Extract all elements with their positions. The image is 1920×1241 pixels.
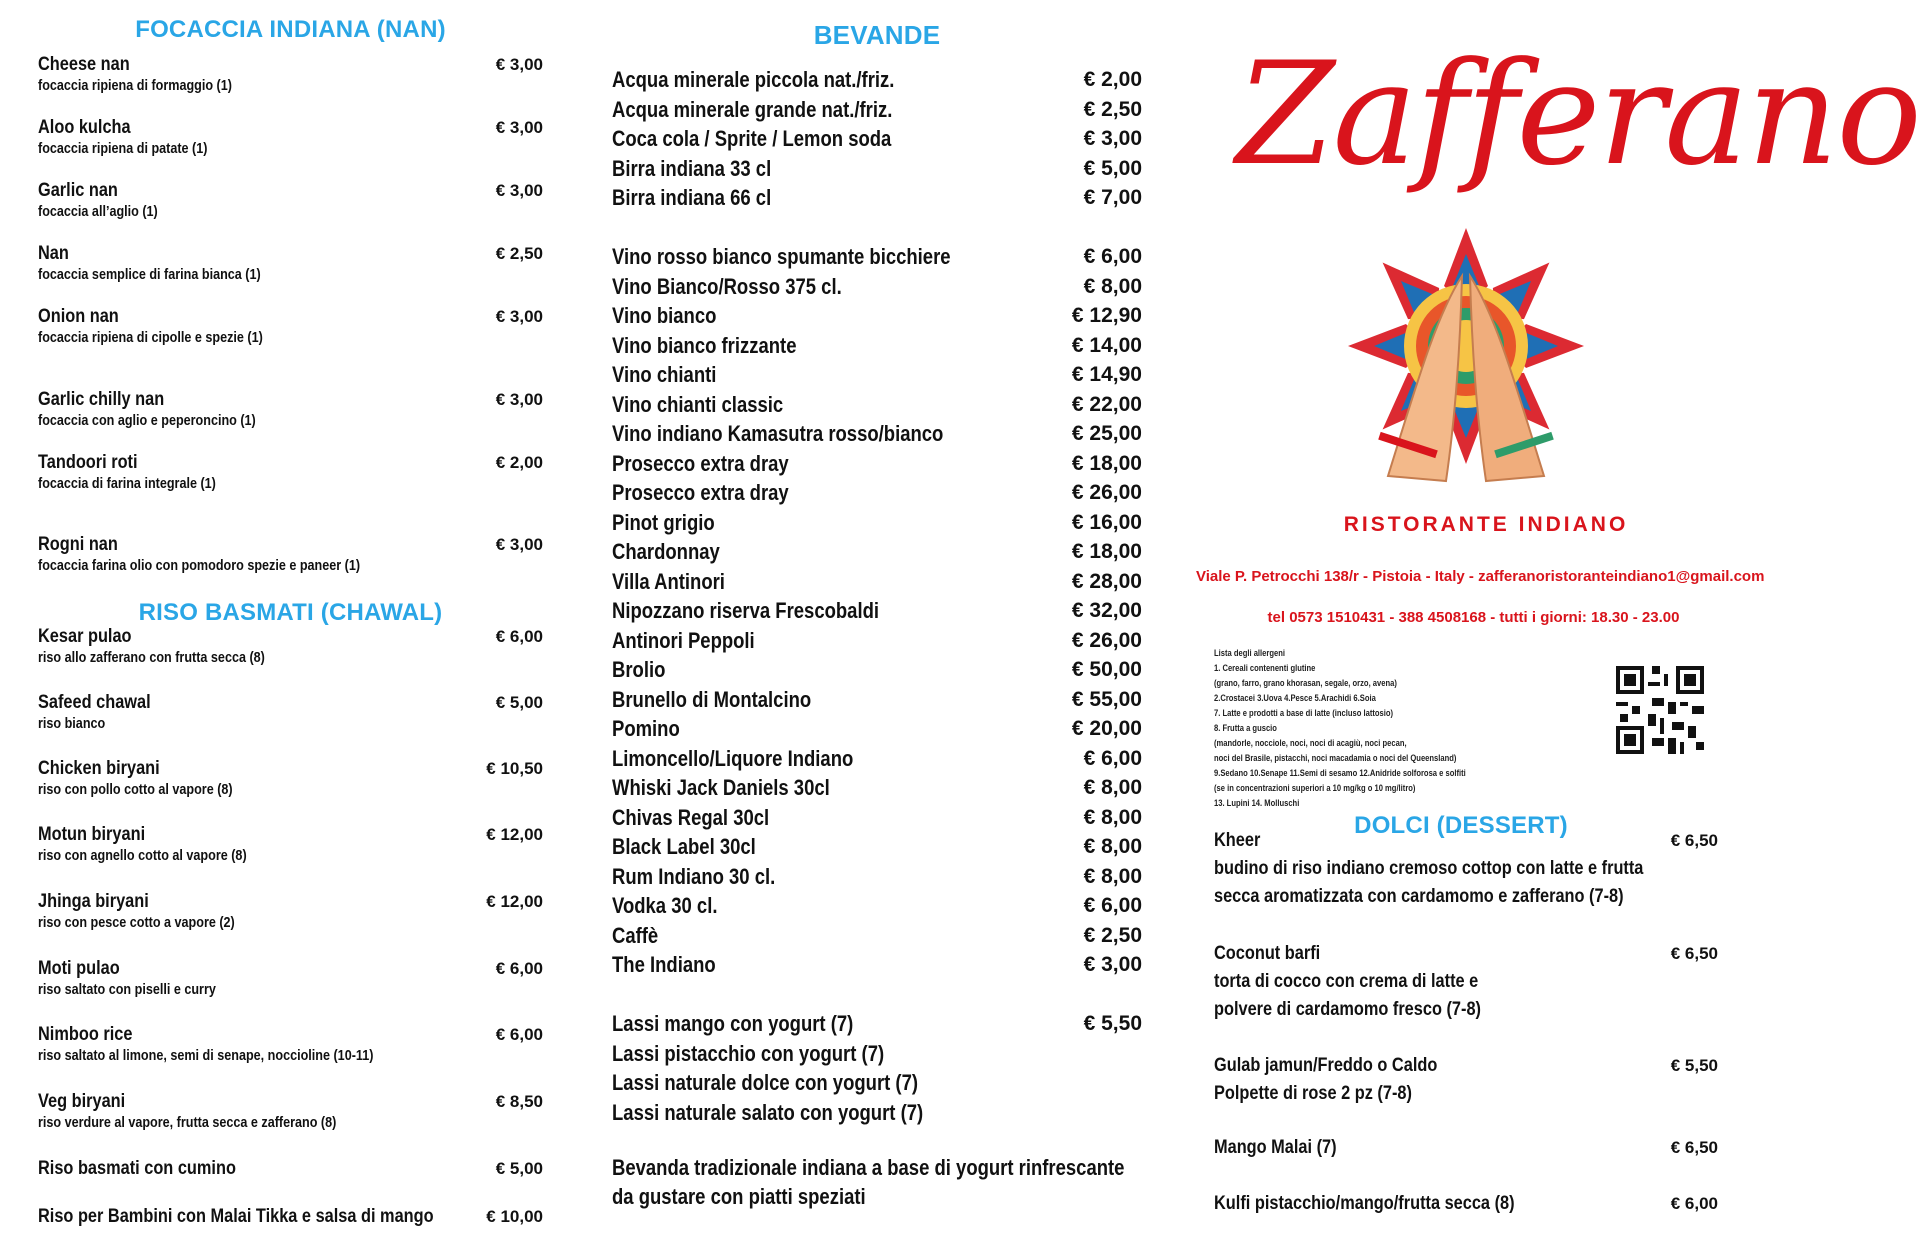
drink-price: € 2,00 xyxy=(1083,68,1142,91)
item-desc: focaccia di farina integrale (1) xyxy=(38,475,216,492)
item-price: € 2,00 xyxy=(495,453,543,472)
drink-price: € 12,90 xyxy=(1071,304,1142,327)
drink-name: Vino rosso bianco spumante bicchiere xyxy=(612,244,951,269)
dessert-price: € 6,50 xyxy=(1670,1138,1718,1157)
drink-row xyxy=(612,361,1142,391)
drink-name: Lassi mango con yogurt (7) xyxy=(612,1011,854,1036)
dessert-price: € 6,00 xyxy=(1670,1194,1718,1213)
drink-row xyxy=(612,420,1142,450)
drink-price: € 3,00 xyxy=(1083,953,1142,976)
allergen-line: 9.Sedano 10.Senape 11.Semi di sesamo 12.Anidride solforosa e solfiti xyxy=(1214,768,1466,779)
drink-row xyxy=(612,302,1142,332)
item-desc: focaccia ripiena di cipolle e spezie (1) xyxy=(38,329,263,346)
allergen-line: 8. Frutta a guscio xyxy=(1214,723,1277,734)
drink-name: Birra indiana 33 cl xyxy=(612,156,772,181)
item-name: Rogni nan xyxy=(38,534,118,555)
item-desc: riso bianco xyxy=(38,715,106,732)
drink-row xyxy=(612,538,1142,568)
menu-item xyxy=(38,180,543,221)
drink-row xyxy=(612,509,1142,539)
menu-item xyxy=(38,1091,543,1132)
drink-price: € 6,00 xyxy=(1083,894,1142,917)
menu-item xyxy=(38,958,543,999)
drink-row xyxy=(612,243,1142,273)
dessert-desc-line: budino di riso indiano cremoso cottop con latte e frutta xyxy=(1214,858,1644,879)
dessert-item xyxy=(1214,1190,1718,1218)
item-desc: focaccia all’aglio (1) xyxy=(38,203,158,220)
drink-name: The Indiano xyxy=(612,952,716,977)
item-desc: riso verdure al vapore, frutta secca e zafferano (8) xyxy=(38,1114,337,1131)
drink-price: € 32,00 xyxy=(1071,599,1142,622)
item-price: € 5,00 xyxy=(495,693,543,712)
drink-name: Lassi naturale salato con yogurt (7) xyxy=(612,1100,924,1125)
drink-row xyxy=(612,391,1142,421)
item-price: € 12,00 xyxy=(486,825,543,844)
menu-item xyxy=(38,758,543,799)
drink-name: Vino Bianco/Rosso 375 cl. xyxy=(612,274,842,299)
allergen-line: 1. Cereali contenenti glutine xyxy=(1214,663,1316,674)
drink-price: € 50,00 xyxy=(1071,658,1142,681)
allergen-line: 2.Crostacei 3.Uova 4.Pesce 5.Arachidi 6.Soia xyxy=(1214,693,1376,704)
item-name: Kesar pulao xyxy=(38,626,132,647)
drink-price: € 5,00 xyxy=(1083,157,1142,180)
dessert-item xyxy=(1214,827,1718,911)
item-price: € 2,50 xyxy=(495,244,543,263)
drink-name: Whiski Jack Daniels 30cl xyxy=(612,775,830,800)
allergen-list xyxy=(1214,646,1514,811)
drink-name: Vino chianti classic xyxy=(612,392,784,417)
item-desc: focaccia farina olio con pomodoro spezie e paneer (1) xyxy=(38,557,361,574)
item-name: Riso basmati con cumino xyxy=(38,1158,236,1179)
item-name: Garlic chilly nan xyxy=(38,389,165,410)
item-price: € 3,00 xyxy=(495,55,543,74)
drink-price: € 28,00 xyxy=(1071,570,1142,593)
drink-name: Chardonnay xyxy=(612,539,720,564)
drink-name: Limoncello/Liquore Indiano xyxy=(612,746,854,771)
drink-price: € 22,00 xyxy=(1071,393,1142,416)
dessert-desc-line: torta di cocco con crema di latte e xyxy=(1214,971,1479,992)
drink-price: € 3,00 xyxy=(1083,127,1142,150)
item-price: € 10,00 xyxy=(486,1207,543,1226)
drink-row xyxy=(612,863,1142,893)
dessert-item xyxy=(1214,1052,1718,1108)
drink-price: € 2,50 xyxy=(1083,924,1142,947)
riso-section-title: RISO BASMATI (CHAWAL) xyxy=(138,599,443,626)
drink-name: Antinori Peppoli xyxy=(612,628,755,653)
drink-price: € 8,00 xyxy=(1083,865,1142,888)
drink-price: € 8,00 xyxy=(1083,835,1142,858)
drink-row xyxy=(612,892,1142,922)
item-desc: focaccia semplice di farina bianca (1) xyxy=(38,266,261,283)
drink-row xyxy=(612,951,1142,981)
brand-address: Viale P. Petrocchi 138/r - Pistoia - Italy - zafferanoristoranteindiano1@gmail.com xyxy=(1196,568,1765,585)
dessert-name: Coconut barfi xyxy=(1214,943,1321,964)
drink-name: Nipozzano riserva Frescobaldi xyxy=(612,598,880,623)
allergen-line: 13. Lupini 14. Molluschi xyxy=(1214,798,1300,809)
menu-item xyxy=(38,1158,543,1180)
drink-price: € 14,90 xyxy=(1071,363,1142,386)
drink-name: Prosecco extra dray xyxy=(612,480,789,505)
drink-price: € 16,00 xyxy=(1071,511,1142,534)
drink-price: € 6,00 xyxy=(1083,245,1142,268)
item-price: € 6,00 xyxy=(495,959,543,978)
item-name: Moti pulao xyxy=(38,958,120,979)
drink-name: Vino bianco frizzante xyxy=(612,333,797,358)
menu-item xyxy=(38,1024,543,1065)
item-price: € 5,00 xyxy=(495,1159,543,1178)
drink-row xyxy=(612,273,1142,303)
item-name: Garlic nan xyxy=(38,180,118,201)
brand-logo: Zafferano xyxy=(1236,32,1920,197)
item-desc: focaccia ripiena di patate (1) xyxy=(38,140,208,157)
dessert-price: € 6,50 xyxy=(1670,831,1718,850)
item-name: Tandoori roti xyxy=(38,452,138,473)
drink-row xyxy=(612,155,1142,185)
dessert-name: Mango Malai (7) xyxy=(1214,1137,1337,1158)
drink-row xyxy=(612,745,1142,775)
dessert-price: € 5,50 xyxy=(1670,1056,1718,1075)
item-price: € 6,00 xyxy=(495,1025,543,1044)
item-price: € 6,00 xyxy=(495,627,543,646)
item-name: Onion nan xyxy=(38,306,119,327)
lassi-note-line1: Bevanda tradizionale indiana a base di yogurt rinfrescante xyxy=(612,1155,1125,1180)
drink-name: Brunello di Montalcino xyxy=(612,687,812,712)
item-desc: riso con pollo cotto al vapore (8) xyxy=(38,781,233,798)
item-name: Nan xyxy=(38,243,69,264)
drink-name: Acqua minerale grande nat./friz. xyxy=(612,97,893,122)
drink-price: € 26,00 xyxy=(1071,629,1142,652)
menu-item xyxy=(38,389,543,430)
drink-name: Prosecco extra dray xyxy=(612,451,789,476)
dessert-name: Kheer xyxy=(1214,830,1261,851)
item-desc: riso con agnello cotto al vapore (8) xyxy=(38,847,247,864)
drink-name: Lassi pistacchio con yogurt (7) xyxy=(612,1041,885,1066)
menu-item xyxy=(38,243,543,284)
drink-name: Chivas Regal 30cl xyxy=(612,805,770,830)
dessert-item xyxy=(1214,940,1718,1024)
item-price: € 3,00 xyxy=(495,181,543,200)
menu-item xyxy=(38,452,543,493)
drink-price: € 18,00 xyxy=(1071,452,1142,475)
allergen-line: Lista degli allergeni xyxy=(1214,648,1285,659)
allergen-line: noci del Brasile, pistacchi, noci macadamia o noci del Queensland) xyxy=(1214,753,1457,764)
drink-name: Black Label 30cl xyxy=(612,834,756,859)
drink-row xyxy=(612,1040,1142,1070)
drink-row xyxy=(612,686,1142,716)
dolci-section-title: DOLCI (DESSERT) xyxy=(1354,812,1568,839)
item-name: Nimboo rice xyxy=(38,1024,133,1045)
item-desc: riso saltato al limone, semi di senape, noccioline (10-11) xyxy=(38,1047,374,1064)
item-name: Veg biryani xyxy=(38,1091,126,1112)
drink-price: € 25,00 xyxy=(1071,422,1142,445)
menu-item xyxy=(38,891,543,932)
brand-subtitle: RISTORANTE INDIANO xyxy=(1343,513,1629,536)
drink-name: Birra indiana 66 cl xyxy=(612,185,772,210)
drink-row xyxy=(612,479,1142,509)
menu-item xyxy=(38,54,543,95)
drink-price: € 5,50 xyxy=(1083,1012,1142,1035)
lassi-note-line2: da gustare con piatti speziati xyxy=(612,1184,866,1209)
drink-row xyxy=(612,627,1142,657)
namaste-hands-mandala-icon xyxy=(1328,226,1604,492)
drink-row xyxy=(612,656,1142,686)
drink-price: € 2,50 xyxy=(1083,98,1142,121)
drink-row xyxy=(612,568,1142,598)
drink-name: Villa Antinori xyxy=(612,569,725,594)
dessert-desc-line: secca aromatizzata con cardamomo e zafferano (7-8) xyxy=(1214,886,1624,907)
drink-row xyxy=(612,774,1142,804)
item-price: € 3,00 xyxy=(495,118,543,137)
menu-item xyxy=(38,824,543,865)
item-name: Jhinga biryani xyxy=(38,891,149,912)
drink-name: Acqua minerale piccola nat./friz. xyxy=(612,67,895,92)
item-desc: focaccia con aglio e peperoncino (1) xyxy=(38,412,256,429)
item-name: Cheese nan xyxy=(38,54,130,75)
drink-name: Pomino xyxy=(612,716,680,741)
focaccia-section-title: FOCACCIA INDIANA (NAN) xyxy=(135,16,446,43)
drink-row xyxy=(612,125,1142,155)
item-price: € 3,00 xyxy=(495,390,543,409)
dessert-price: € 6,50 xyxy=(1670,944,1718,963)
item-price: € 3,00 xyxy=(495,535,543,554)
item-price: € 3,00 xyxy=(495,307,543,326)
allergen-line: (mandorle, nocciole, noci, noci di acagiù, noci pecan, xyxy=(1214,738,1407,749)
drink-name: Pinot grigio xyxy=(612,510,715,535)
drink-price: € 6,00 xyxy=(1083,747,1142,770)
drink-name: Brolio xyxy=(612,657,666,682)
item-name: Safeed chawal xyxy=(38,692,151,713)
drink-row xyxy=(612,804,1142,834)
drink-name: Rum Indiano 30 cl. xyxy=(612,864,776,889)
item-desc: riso allo zafferano con frutta secca (8) xyxy=(38,649,265,666)
menu-item xyxy=(38,626,543,667)
item-price: € 12,00 xyxy=(486,892,543,911)
item-name: Chicken biryani xyxy=(38,758,160,779)
drink-row xyxy=(612,184,1142,214)
item-desc: riso saltato con piselli e curry xyxy=(38,981,216,998)
dessert-name: Kulfi pistacchio/mango/frutta secca (8) xyxy=(1214,1193,1515,1214)
drink-name: Lassi naturale dolce con yogurt (7) xyxy=(612,1070,919,1095)
dessert-name: Gulab jamun/Freddo o Caldo xyxy=(1214,1055,1438,1076)
allergen-line: (se in concentrazioni superiori a 10 mg/kg o 10 mg/litro) xyxy=(1214,783,1416,794)
drink-name: Vino indiano Kamasutra rosso/bianco xyxy=(612,421,944,446)
dessert-item xyxy=(1214,1134,1718,1162)
item-price: € 10,50 xyxy=(486,759,543,778)
dessert-desc-line: polvere di cardamomo fresco (7-8) xyxy=(1214,999,1481,1020)
item-name: Aloo kulcha xyxy=(38,117,131,138)
drink-price: € 26,00 xyxy=(1071,481,1142,504)
drink-row xyxy=(612,332,1142,362)
drink-price: € 20,00 xyxy=(1071,717,1142,740)
brand-phone: tel 0573 1510431 - 388 4508168 - tutti i giorni: 18.30 - 23.00 xyxy=(1267,609,1680,626)
drink-name: Vodka 30 cl. xyxy=(612,893,718,918)
drink-row xyxy=(612,450,1142,480)
drink-price: € 55,00 xyxy=(1071,688,1142,711)
item-name: Motun biryani xyxy=(38,824,146,845)
menu-item xyxy=(38,534,543,575)
qr-code-icon xyxy=(1612,662,1708,758)
drink-name: Caffè xyxy=(612,923,659,948)
drink-price: € 8,00 xyxy=(1083,806,1142,829)
drink-price: € 8,00 xyxy=(1083,275,1142,298)
drink-price: € 7,00 xyxy=(1083,186,1142,209)
drink-row xyxy=(612,1099,1142,1129)
item-price: € 8,50 xyxy=(495,1092,543,1111)
drink-price: € 14,00 xyxy=(1071,334,1142,357)
allergen-line: (grano, farro, grano khorasan, segale, orzo, avena) xyxy=(1214,678,1397,689)
menu-item xyxy=(38,306,543,347)
drink-name: Coca cola / Sprite / Lemon soda xyxy=(612,126,892,151)
allergen-line: 7. Latte e prodotti a base di latte (incluso lattosio) xyxy=(1214,708,1394,719)
drink-price: € 18,00 xyxy=(1071,540,1142,563)
menu-item xyxy=(38,1206,543,1228)
drink-row xyxy=(612,1010,1142,1040)
drink-row xyxy=(612,922,1142,952)
drink-row xyxy=(612,715,1142,745)
drink-row xyxy=(612,1069,1142,1099)
drink-name: Vino bianco xyxy=(612,303,717,328)
menu-item xyxy=(38,692,543,733)
menu-item xyxy=(38,117,543,158)
drink-price: € 8,00 xyxy=(1083,776,1142,799)
drink-row xyxy=(612,833,1142,863)
drink-row xyxy=(612,66,1142,96)
item-desc: focaccia ripiena di formaggio (1) xyxy=(38,77,232,94)
drink-row xyxy=(612,597,1142,627)
dessert-desc-line: Polpette di rose 2 pz (7-8) xyxy=(1214,1083,1412,1104)
item-desc: riso con pesce cotto a vapore (2) xyxy=(38,914,235,931)
drink-name: Vino chianti xyxy=(612,362,717,387)
item-name: Riso per Bambini con Malai Tikka e salsa di mango xyxy=(38,1206,434,1227)
drink-row xyxy=(612,96,1142,126)
bevande-section-title: BEVANDE xyxy=(813,20,941,50)
